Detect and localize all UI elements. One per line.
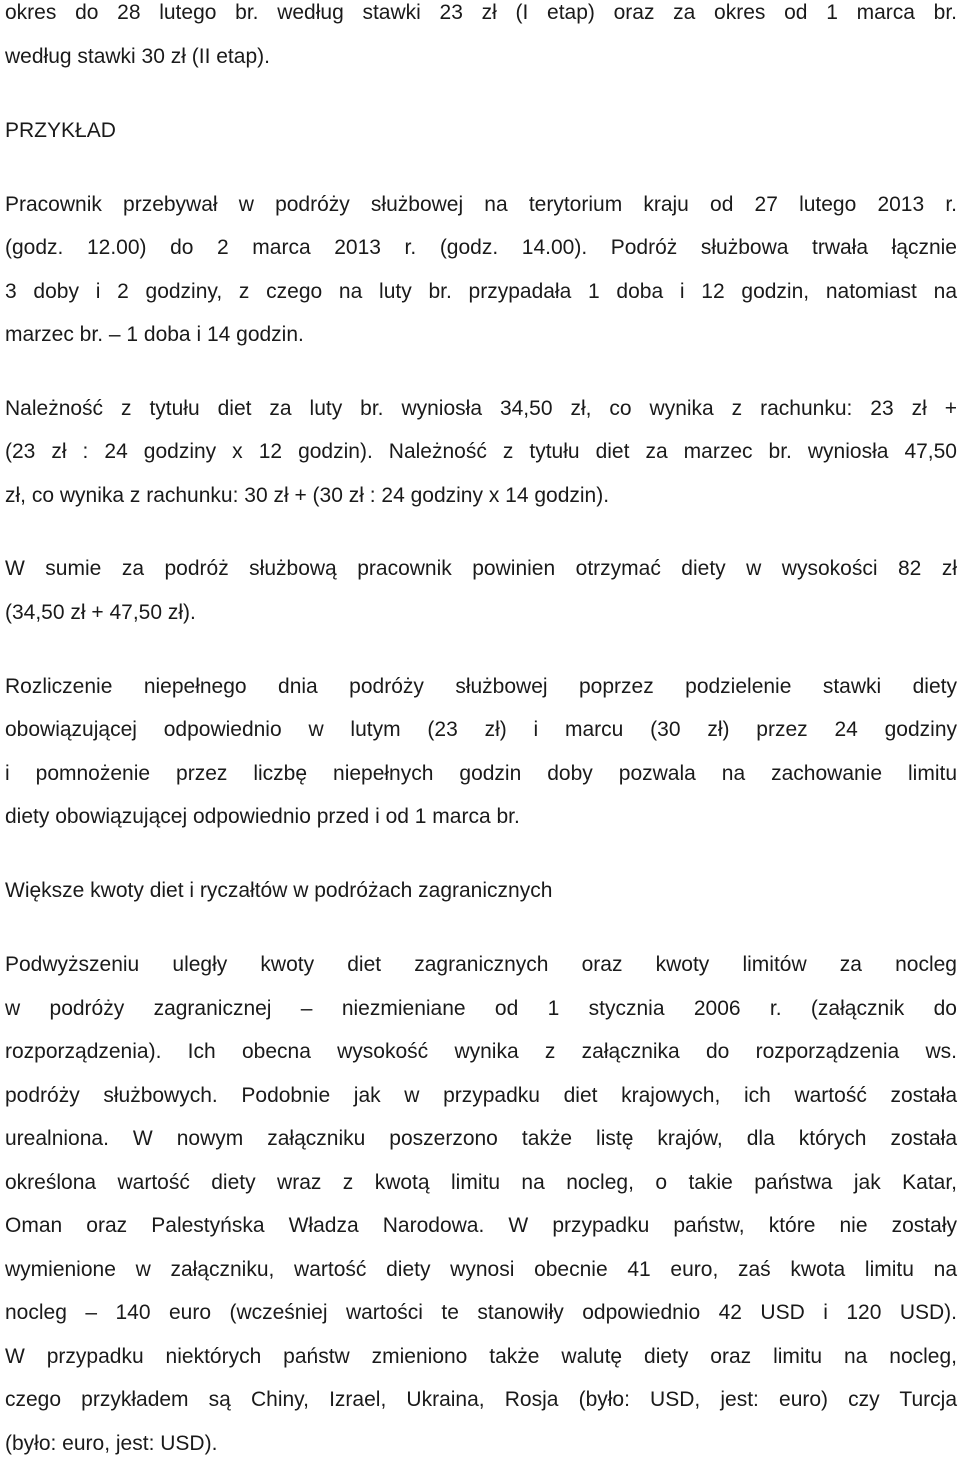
text-line: W sumie za podróż służbową pracownik powinien otrzymać diety w wysokości 82 zł: [5, 547, 957, 591]
text-line: zł, co wynika z rachunku: 30 zł + (30 zł : 24 godziny x 14 godzin).: [5, 474, 957, 518]
calculation-paragraph: [5, 387, 957, 518]
foreign-paragraph: [5, 943, 957, 1465]
sum-paragraph: [5, 547, 957, 634]
text-line: (godz. 12.00) do 2 marca 2013 r. (godz. 14.00). Podróż służbowa trwała łącznie: [5, 226, 957, 270]
text-line: według stawki 30 zł (II etap).: [5, 35, 957, 79]
text-line: czego przykładem są Chiny, Izrael, Ukraina, Rosja (było: USD, jest: euro) czy Turcja: [5, 1378, 957, 1422]
text-line: w podróży zagranicznej – niezmieniane od 1 stycznia 2006 r. (załącznik do: [5, 987, 957, 1031]
text-line: Rozliczenie niepełnego dnia podróży służbowej poprzez podzielenie stawki diety: [5, 665, 957, 709]
text-line: obowiązującej odpowiednio w lutym (23 zł) i marcu (30 zł) przez 24 godziny: [5, 708, 957, 752]
text-line: rozporządzenia). Ich obecna wysokość wynika z załącznika do rozporządzenia ws.: [5, 1030, 957, 1074]
foreign-heading: Większe kwoty diet i ryczałtów w podróżach zagranicznych: [5, 869, 957, 913]
text-line: wymienione w załączniku, wartość diety wynosi obecnie 41 euro, zaś kwota limitu na: [5, 1248, 957, 1292]
text-line: (34,50 zł + 47,50 zł).: [5, 591, 957, 635]
text-line: podróży służbowych. Podobnie jak w przypadku diet krajowych, ich wartość została: [5, 1074, 957, 1118]
text-line: diety obowiązującej odpowiednio przed i od 1 marca br.: [5, 795, 957, 839]
text-line: marzec br. – 1 doba i 14 godzin.: [5, 313, 957, 357]
text-line: Należność z tytułu diet za luty br. wyniosła 34,50 zł, co wynika z rachunku: 23 zł +: [5, 387, 957, 431]
text-line: urealniona. W nowym załączniku poszerzono także listę krajów, dla których została: [5, 1117, 957, 1161]
intro-paragraph: [5, 0, 957, 78]
text-line: Oman oraz Palestyńska Władza Narodowa. W przypadku państw, które nie zostały: [5, 1204, 957, 1248]
text-line: okres do 28 lutego br. według stawki 23 zł (I etap) oraz za okres od 1 marca br.: [5, 0, 957, 35]
text-line: nocleg – 140 euro (wcześniej wartości te stanowiły odpowiednio 42 USD i 120 USD).: [5, 1291, 957, 1335]
text-line: (było: euro, jest: USD).: [5, 1422, 957, 1465]
text-line: 3 doby i 2 godziny, z czego na luty br. przypadała 1 doba i 12 godzin, natomiast na: [5, 270, 957, 314]
text-line: określona wartość diety wraz z kwotą limitu na nocleg, o takie państwa jak Katar,: [5, 1161, 957, 1205]
example-paragraph: [5, 183, 957, 357]
text-line: i pomnożenie przez liczbę niepełnych godzin doby pozwala na zachowanie limitu: [5, 752, 957, 796]
text-line: Pracownik przebywał w podróży służbowej na terytorium kraju od 27 lutego 2013 r.: [5, 183, 957, 227]
text-line: Podwyższeniu uległy kwoty diet zagranicznych oraz kwoty limitów za nocleg: [5, 943, 957, 987]
example-heading: PRZYKŁAD: [5, 109, 957, 153]
settlement-paragraph: [5, 665, 957, 839]
text-line: (23 zł : 24 godziny x 12 godzin). Należność z tytułu diet za marzec br. wyniosła 47,50: [5, 430, 957, 474]
text-line: W przypadku niektórych państw zmieniono także walutę diety oraz limitu na nocleg,: [5, 1335, 957, 1379]
